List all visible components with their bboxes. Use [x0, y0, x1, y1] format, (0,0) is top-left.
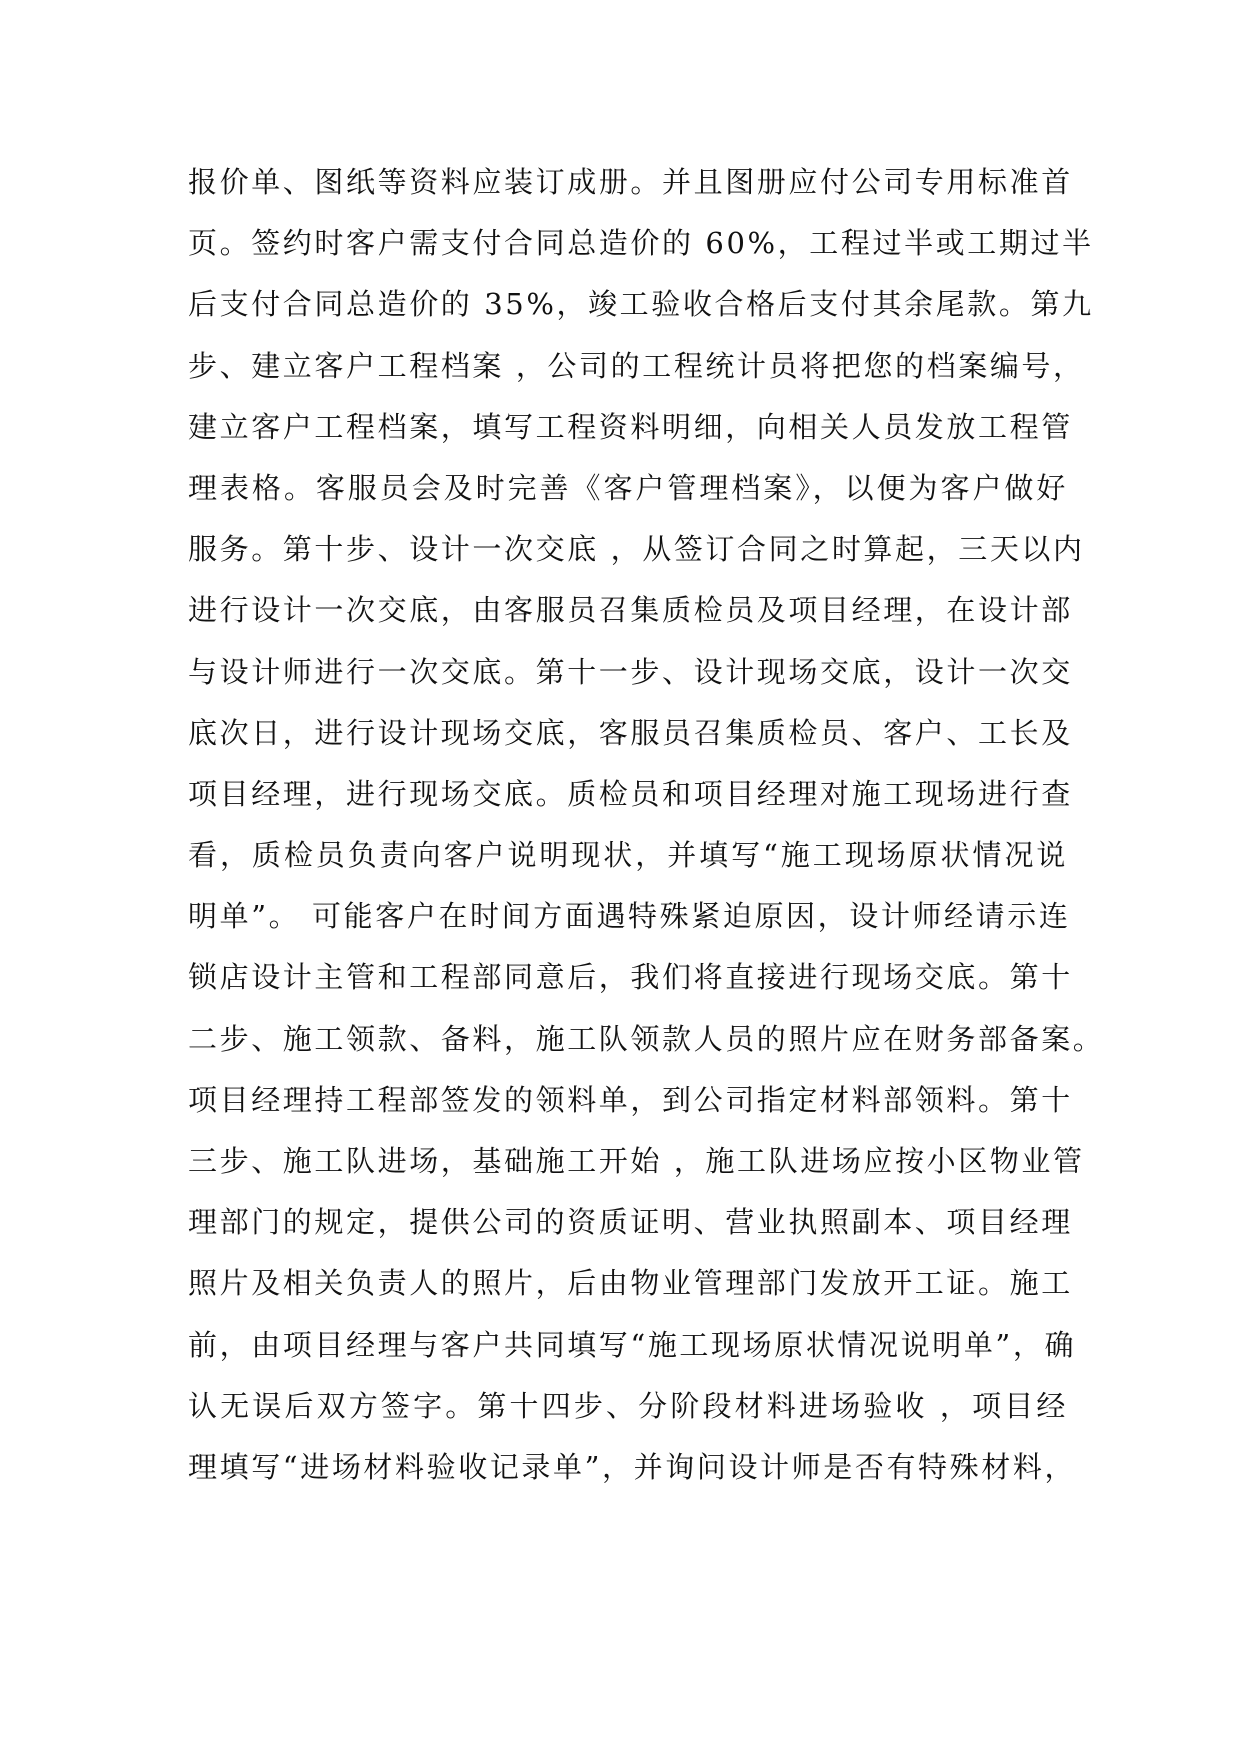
text-line: 三步、施工队进场，基础施工开始 ，施工队进场应按小区物业管	[188, 1144, 1085, 1178]
text-line: 后支付合同总造价的 35%，竣工验收合格后支付其余尾款。第九	[188, 287, 1094, 322]
text-line: 认无误后双方签字。第十四步、分阶段材料进场验收 ，项目经	[188, 1388, 1068, 1423]
text-line: 页。签约时客户需支付合同总造价的 60%，工程过半或工期过半	[188, 226, 1094, 261]
text-line: 项目经理持工程部签发的领料单，到公司指定材料部领料。第十	[188, 1082, 1073, 1117]
text-line: 照片及相关负责人的照片，后由物业管理部门发放开工证。施工	[188, 1266, 1073, 1301]
text-line: 看，质检员负责向客户说明现状，并填写“施工现场原状情况说	[188, 838, 1068, 873]
text-line: 理表格。客服员会及时完善《客户管理档案》，以便为客户做好	[188, 470, 1068, 505]
text-line: 项目经理，进行现场交底。质检员和项目经理对施工现场进行查	[188, 776, 1073, 811]
text-line: 步、建立客户工程档案 ，公司的工程统计员将把您的档案编号，	[188, 348, 1085, 383]
text-line: 锁店设计主管和工程部同意后，我们将直接进行现场交底。第十	[188, 960, 1073, 995]
text-line: 底次日，进行设计现场交底，客服员召集质检员、客户、工长及	[188, 715, 1073, 750]
body-text	[188, 152, 1105, 1498]
text-line: 建立客户工程档案，填写工程资料明细，向相关人员发放工程管	[188, 409, 1073, 444]
text-line: 理填写“进场材料验收记录单”，并询问设计师是否有特殊材料，	[188, 1449, 1077, 1484]
text-line: 服务。第十步、设计一次交底 ，从签订合同之时算起，三天以内	[188, 532, 1085, 567]
text-line: 理部门的规定，提供公司的资质证明、营业执照副本、项目经理	[188, 1205, 1073, 1240]
text-line: 进行设计一次交底，由客服员召集质检员及项目经理，在设计部	[188, 593, 1073, 628]
text-line: 明单”。 可能客户在时间方面遇特殊紧迫原因，设计师经请示连	[188, 899, 1071, 934]
text-line: 二步、施工领款、备料，施工队领款人员的照片应在财务部备案。	[188, 1021, 1105, 1056]
text-line: 报价单、图纸等资料应装订成册。并且图册应付公司专用标准首	[188, 165, 1073, 199]
text-line: 前，由项目经理与客户共同填写“施工现场原状情况说明单”，确	[188, 1327, 1077, 1362]
text-line: 与设计师进行一次交底。第十一步、设计现场交底，设计一次交	[188, 654, 1073, 689]
